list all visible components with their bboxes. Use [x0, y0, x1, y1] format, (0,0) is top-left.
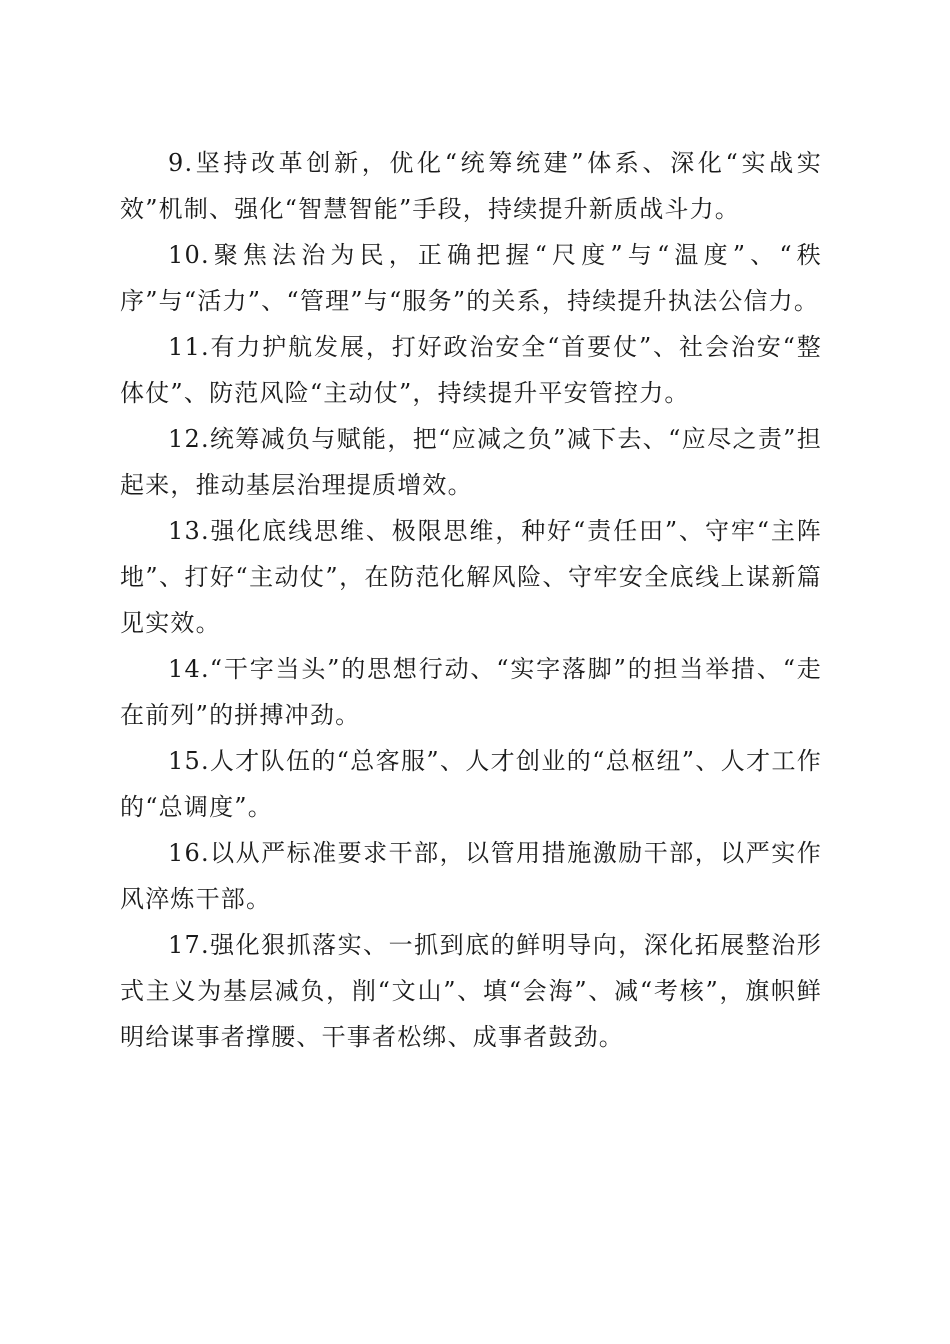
- paragraph-15: 15.人才队伍的“总客服”、人才创业的“总枢纽”、人才工作的“总调度”。: [120, 747, 822, 821]
- paragraph-16: 16.以从严标准要求干部，以管用措施激励干部，以严实作风淬炼干部。: [120, 839, 822, 913]
- paragraph-12: 12.统筹减负与赋能，把“应减之负”减下去、“应尽之责”担起来，推动基层治理提质增效。: [120, 425, 822, 499]
- paragraph-14: 14.“干字当头”的思想行动、“实字落脚”的担当举措、“走在前列”的拼搏冲劲。: [120, 655, 822, 729]
- paragraph-10: 10.聚焦法治为民，正确把握“尺度”与“温度”、“秩序”与“活力”、“管理”与“服务”的关系，持续提升执法公信力。: [120, 241, 822, 315]
- paragraph-9: 9.坚持改革创新，优化“统筹统建”体系、深化“实战实效”机制、强化“智慧智能”手段，持续提升新质战斗力。: [120, 149, 822, 223]
- paragraph-17: 17.强化狠抓落实、一抓到底的鲜明导向，深化拓展整治形式主义为基层减负，削“文山”、填“会海”、减“考核”，旗帜鲜明给谋事者撑腰、干事者松绑、成事者鼓劲。: [120, 931, 822, 1051]
- document-body: [120, 140, 822, 1060]
- paragraph-13: 13.强化底线思维、极限思维，种好“责任田”、守牢“主阵地”、打好“主动仗”，在防范化解风险、守牢安全底线上谋新篇见实效。: [120, 517, 822, 637]
- paragraph-11: 11.有力护航发展，打好政治安全“首要仗”、社会治安“整体仗”、防范风险“主动仗”，持续提升平安管控力。: [120, 333, 822, 407]
